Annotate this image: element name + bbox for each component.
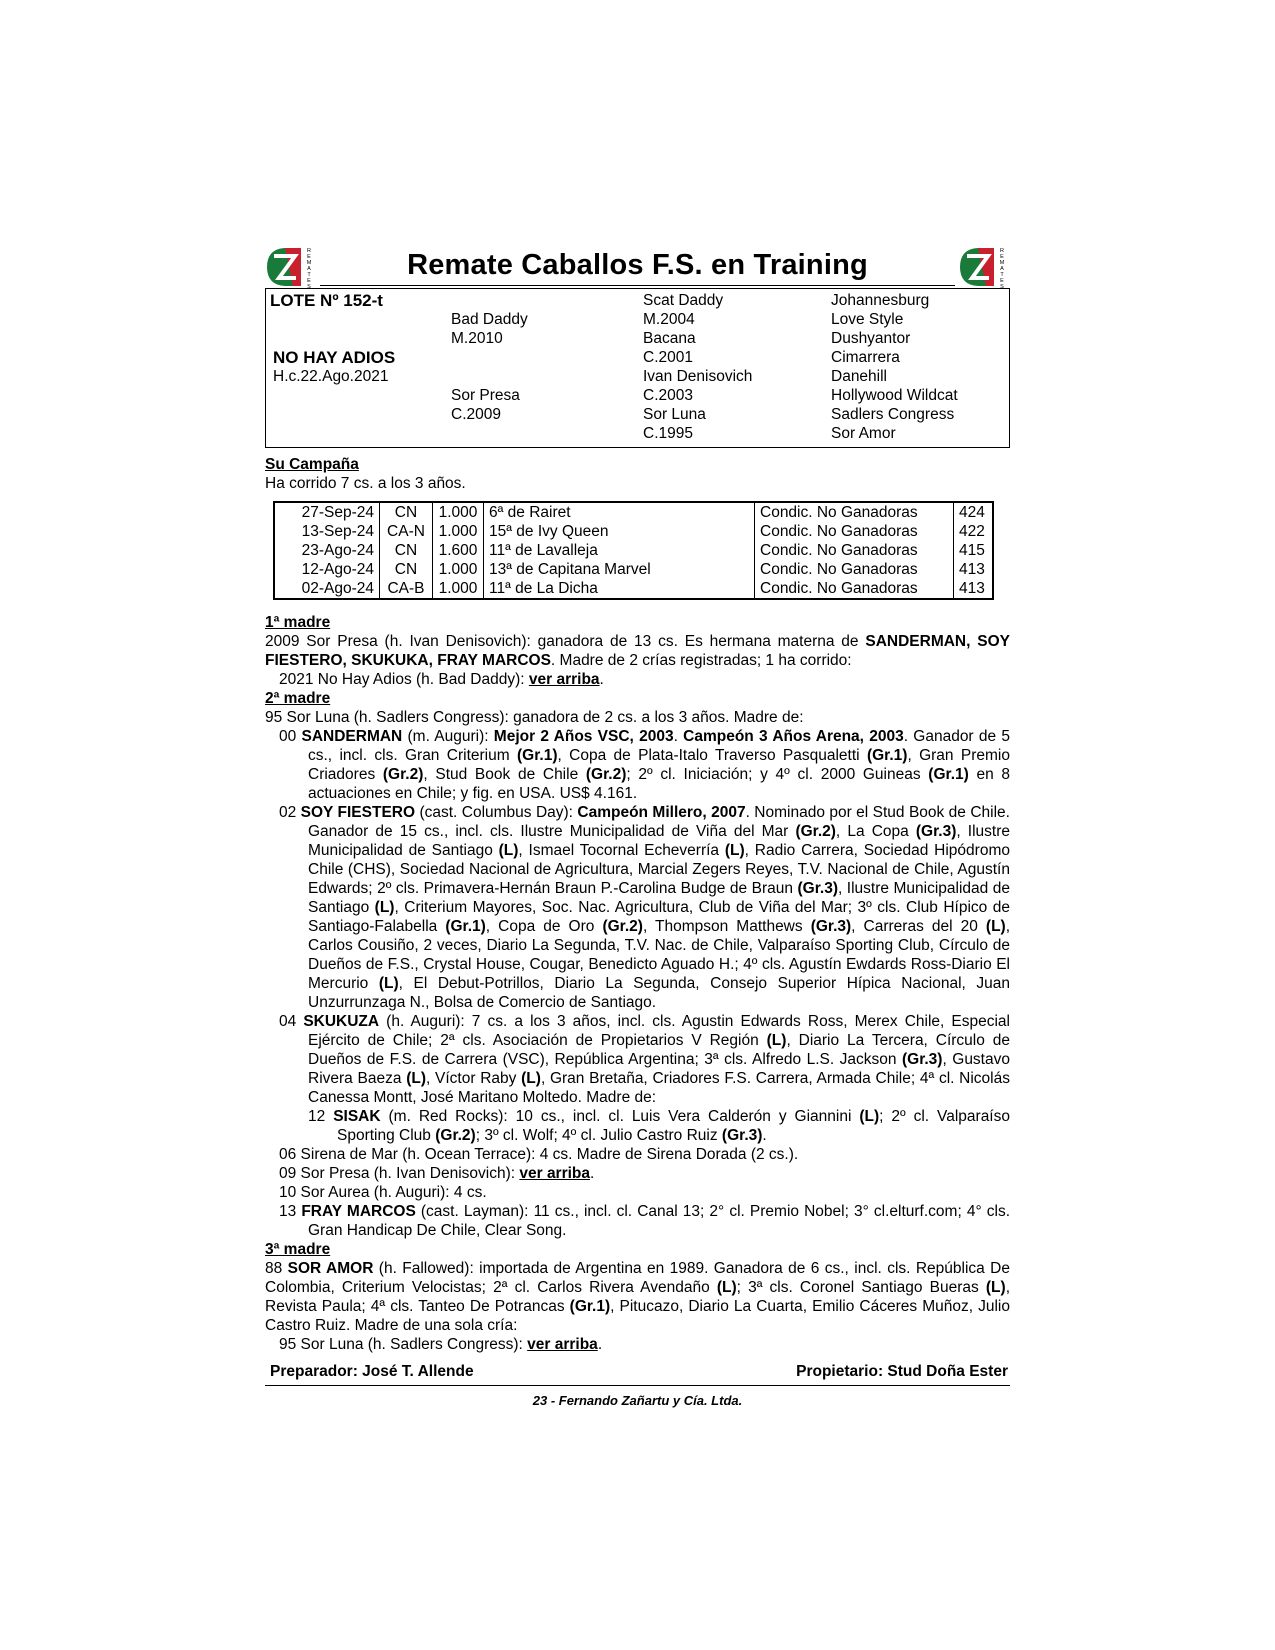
great-grandparent-2: Love Style <box>831 311 904 328</box>
run-track: CA-N <box>380 522 433 541</box>
run-date: 02-Ago-24 <box>301 580 374 597</box>
madre1-section <box>265 613 1010 689</box>
sire-info: M.2010 <box>451 330 503 347</box>
great-grandparent-4: Cimarrera <box>831 349 900 366</box>
remates-logo-left <box>265 245 317 289</box>
svg-text:A: A <box>307 266 311 272</box>
svg-text:R: R <box>307 248 311 254</box>
lot-number: LOTE Nº 152-t <box>270 291 383 310</box>
grandparent-1: Scat Daddy <box>643 292 724 309</box>
run-distance: 1.000 <box>433 502 484 522</box>
great-grandparent-8: Sor Amor <box>831 425 896 442</box>
soy-fiestero-entry: 02 SOY FIESTERO (cast. Columbus Day): Campeón Millero, 2007. Nominado por el Stud Book de Chile. Ganador de 15 cs., incl. cls. Ilustre Municipalidad de Viña del Mar (Gr.2), La Copa (Gr.3), Ilustre Municipalidad de Santiago (L), Ismael Tocornal Echeverría (L), Radio Carrera, Sociedad Hipódromo Chile (CHS), Sociedad Nacional de Agricultura, Marcial Zegers Reyes, T.V. Nacional de Chile, Agustín Edwards; 2º cls. Primavera-Hernán Braun P.-Carolina Budge de Braun (Gr.3), Ilustre Municipalidad de Santiago (L), Criterium Mayores, Soc. Nac. Agricultura, Club de Viña del Mar; 3º cls. Club Hípico de Santiago-Falabella (Gr.1), Copa de Oro (Gr.2), Thompson Matthews (Gr.3), Carreras del 20 (L), Carlos Cousiño, 2 veces, Diario La Segunda, T.V. Nac. de Chile, Valparaíso Sporting Club, Círculo de Dueños de F.S., Crystal House, Cougar, Benedicto Aguado H.; 4º cls. Agustín Ewdards Ross-Diario El Mercurio (L), El Debut-Potrillos, Diario La Segunda, Consejo Superior Hípica Nacional, Juan Unzurrunzaga N., Bolsa de Comercio de Santiago. <box>279 804 1011 1011</box>
svg-text:A: A <box>1000 266 1004 272</box>
great-grandparent-1: Johannesburg <box>831 292 930 309</box>
svg-text:T: T <box>307 272 311 278</box>
footer-rule <box>265 1385 1010 1386</box>
campaign-section <box>265 455 1010 600</box>
run-weight: 413 <box>954 560 994 579</box>
header <box>265 240 1010 288</box>
svg-text:E: E <box>307 278 311 284</box>
horse-name: NO HAY ADIOS <box>273 348 396 367</box>
madre3-heading: 3ª madre <box>265 1241 331 1258</box>
run-row <box>274 522 993 541</box>
sire-name: Bad Daddy <box>451 311 528 328</box>
madre1-heading: 1ª madre <box>265 614 331 631</box>
sisak-entry: 12 SISAK (m. Red Rocks): 10 cs., incl. cl. Luis Vera Calderón y Giannini (L); 2º cl. Valparaíso Sporting Club (Gr.2); 3º cl. Wolf; 4º cl. Julio Castro Ruiz (Gr.3). <box>308 1108 1010 1144</box>
grandparent-4-info: C.1995 <box>643 425 693 442</box>
run-distance: 1.000 <box>433 579 484 599</box>
great-grandparent-3: Dushyantor <box>831 330 911 347</box>
madre2-intro: 95 Sor Luna (h. Sadlers Congress): ganadora de 2 cs. a los 3 años. Madre de: <box>265 709 804 726</box>
grandparent-4: Sor Luna <box>643 406 706 423</box>
madre2-heading: 2ª madre <box>265 690 331 707</box>
campaign-heading: Su Campaña <box>265 456 359 473</box>
owner: Propietario: Stud Doña Ester <box>796 1363 1008 1380</box>
trainer: Preparador: José T. Allende <box>270 1363 474 1380</box>
run-row <box>274 502 993 522</box>
great-grandparent-6: Hollywood Wildcat <box>831 387 958 404</box>
run-track: CN <box>380 560 433 579</box>
svg-text:R: R <box>1000 248 1004 254</box>
run-track: CN <box>380 541 433 560</box>
grandparent-2: Bacana <box>643 330 696 347</box>
run-distance: 1.600 <box>433 541 484 560</box>
svg-text:T: T <box>1000 272 1004 278</box>
dam-name: Sor Presa <box>451 387 520 404</box>
run-race: Condic. No Ganadoras <box>755 522 954 541</box>
grandparent-1-info: M.2004 <box>643 311 695 328</box>
svg-text:E: E <box>307 254 311 260</box>
run-weight: 422 <box>954 522 994 541</box>
runs-table <box>273 501 994 600</box>
svg-text:S: S <box>307 284 311 289</box>
run-place: 11ª de Lavalleja <box>484 541 755 560</box>
document-page <box>265 240 1010 1410</box>
run-date: 13-Sep-24 <box>301 523 374 540</box>
page-title: Remate Caballos F.S. en Training <box>407 249 868 281</box>
run-weight: 424 <box>954 502 994 522</box>
madre3-offspring: 95 Sor Luna (h. Sadlers Congress): ver arriba. <box>279 1336 603 1353</box>
sor-aurea-entry: 10 Sor Aurea (h. Auguri): 4 cs. <box>279 1184 487 1201</box>
sirena-entry: 06 Sirena de Mar (h. Ocean Terrace): 4 cs. Madre de Sirena Dorada (2 cs.). <box>279 1146 799 1163</box>
run-date: 23-Ago-24 <box>301 542 374 559</box>
svg-text:S: S <box>1000 284 1004 289</box>
run-distance: 1.000 <box>433 522 484 541</box>
run-track: CA-B <box>380 579 433 599</box>
title-rule <box>320 285 955 286</box>
run-race: Condic. No Ganadoras <box>755 579 954 599</box>
ver-arriba-link[interactable]: ver arriba <box>528 671 600 688</box>
run-distance: 1.000 <box>433 560 484 579</box>
remates-logo-right <box>958 245 1010 289</box>
madre2-section <box>265 689 1010 1240</box>
great-grandparent-5: Danehill <box>831 368 888 385</box>
run-weight: 413 <box>954 579 994 599</box>
run-date: 12-Ago-24 <box>301 561 374 578</box>
run-row <box>274 541 993 560</box>
run-row <box>274 579 993 599</box>
grandparent-2-info: C.2001 <box>643 349 693 366</box>
svg-text:E: E <box>1000 278 1004 284</box>
page-number: 23 - Fernando Zañartu y Cía. Ltda. <box>532 1393 743 1408</box>
svg-text:M: M <box>306 260 312 266</box>
svg-text:E: E <box>1000 254 1004 260</box>
run-place: 13ª de Capitana Marvel <box>484 560 755 579</box>
skukuza-entry: 04 SKUKUZA (h. Auguri): 7 cs. a los 3 años, incl. cls. Agustin Edwards Ross, Merex Chile, Especial Ejército de Chile; 2ª cls. Asociación de Propietarios V Región (L), Diario La Tercera, Círculo de Dueños de F.S. de Carrera (VSC), República Argentina; 3ª cls. Alfredo L.S. Jackson (Gr.3), Gustavo Rivera Baeza (L), Víctor Raby (L), Gran Bretaña, Criadores F.S. Carrera, Armada Chile; 4ª cl. Nicolás Canessa Montt, José Maritano Moltedo. Madre de: <box>279 1013 1010 1106</box>
run-race: Condic. No Ganadoras <box>755 502 954 522</box>
sanderman-entry: 00 SANDERMAN (m. Auguri): Mejor 2 Años VSC, 2003. Campeón 3 Años Arena, 2003. Ganador de 5 cs., incl. cls. Gran Criterium (Gr.1), Copa de Plata-Italo Traverso Pasqualetti (Gr.1), Gran Premio Criadores (Gr.2), Stud Book de Chile (Gr.2); 2º cl. Iniciación; y 4º cl. 2000 Guineas (Gr.1) en 8 actuaciones en Chile; y fig. en USA. US$ 4.161. <box>279 728 1011 802</box>
run-race: Condic. No Ganadoras <box>755 541 954 560</box>
run-place: 11ª de La Dicha <box>484 579 755 599</box>
run-track: CN <box>380 502 433 522</box>
madre3-section <box>265 1240 1010 1354</box>
grandparent-3: Ivan Denisovich <box>643 368 753 385</box>
campaign-summary: Ha corrido 7 cs. a los 3 años. <box>265 475 466 492</box>
fray-marcos-entry: 13 FRAY MARCOS (cast. Layman): 11 cs., incl. cl. Canal 13; 2° cl. Premio Nobel; 3° cl.elturf.com; 4° cls. Gran Handicap De Chile, Clear Song. <box>279 1203 1010 1239</box>
grandparent-3-info: C.2003 <box>643 387 693 404</box>
run-place: 6ª de Rairet <box>484 502 755 522</box>
pedigree-box <box>265 288 1010 448</box>
run-weight: 415 <box>954 541 994 560</box>
ver-arriba-link[interactable]: ver arriba <box>519 1165 591 1182</box>
footer <box>265 1362 1010 1381</box>
run-race: Condic. No Ganadoras <box>755 560 954 579</box>
dam-info: C.2009 <box>451 406 501 423</box>
svg-text:M: M <box>999 260 1005 266</box>
great-grandparent-7: Sadlers Congress <box>831 406 955 423</box>
ver-arriba-link[interactable]: ver arriba <box>527 1336 598 1353</box>
horse-info: H.c.22.Ago.2021 <box>273 368 389 385</box>
run-row <box>274 560 993 579</box>
sor-presa-entry: 09 Sor Presa (h. Ivan Denisovich): ver arriba. <box>279 1165 595 1182</box>
run-place: 15ª de Ivy Queen <box>484 522 755 541</box>
madre1-paragraph: 2009 Sor Presa (h. Ivan Denisovich): ganadora de 13 cs. Es hermana materna de SANDERMAN, SOY FIESTERO, SKUKUKA, FRAY MARCOS. Madre de 2 crías registradas; 1 ha corrido: <box>265 633 1010 669</box>
run-date: 27-Sep-24 <box>301 504 374 521</box>
madre3-paragraph: 88 SOR AMOR (h. Fallowed): importada de Argentina en 1989. Ganadora de 6 cs., incl. cls. República De Colombia, Criterium Velocistas; 2ª cl. Carlos Rivera Avendaño (L); 3ª cls. Coronel Santiago Bueras (L), Revista Paula; 4ª cls. Tanteo De Potrancas (Gr.1), Pitucazo, Diario La Cuarta, Emilio Cáceres Muñoz, Julio Castro Ruiz. Madre de una sola cría: <box>265 1260 1010 1334</box>
madre1-offspring: 2021 No Hay Adios (h. Bad Daddy): ver arriba. <box>279 671 604 688</box>
